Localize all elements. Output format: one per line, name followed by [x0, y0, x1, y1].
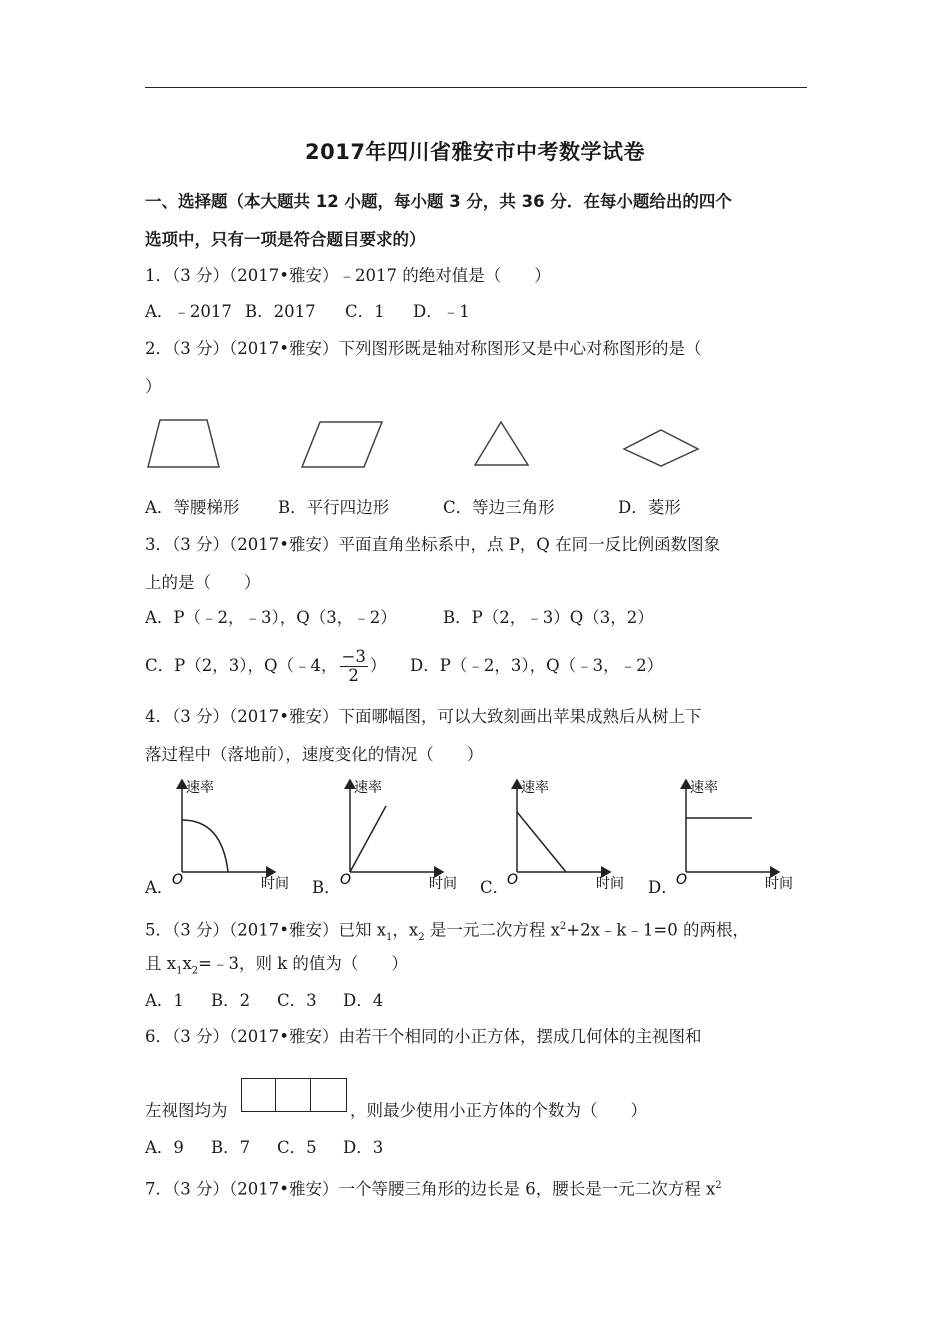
q2-shapes: [140, 415, 720, 480]
question-5-text-cont: [145, 953, 408, 982]
section-heading-line1: 一、选择题（本大题共 12 小题，每小题 3 分，共 36 分．在每小题给出的四个: [145, 192, 732, 211]
q5-l2-text-2: =﹣3，则 k 的值为（ ）: [198, 954, 408, 973]
q3-option-d: D．P（﹣2，3），Q（﹣3，﹣2）: [410, 656, 664, 675]
q3-option-b: B．P（2，﹣3）Q（3，2）: [443, 608, 654, 627]
three-square-view-figure: [241, 1078, 347, 1112]
q5-l2-text-1: 且 x: [145, 954, 177, 973]
graph-c-origin: O: [507, 872, 519, 888]
question-6-text-pre: 左视图均为: [145, 1101, 228, 1120]
graph-d-origin: O: [676, 872, 688, 888]
isosceles-trapezoid-figure: [148, 420, 219, 467]
question-7-text: [145, 1175, 722, 1201]
q5-text-3: 是一元二次方程 x: [424, 920, 560, 940]
graph-a-curve: [182, 820, 228, 872]
graph-d-ylabel: 速率: [690, 780, 718, 796]
q5-l2-sub-1: 1: [176, 965, 183, 977]
graph-a-ylabel: 速率: [186, 780, 214, 796]
q3-option-c-close: ）: [369, 656, 387, 675]
graph-c-ylabel: 速率: [521, 780, 549, 796]
cell-divider: [310, 1079, 311, 1111]
graph-a-origin: O: [172, 872, 184, 888]
q2-option-d: D．菱形: [618, 498, 681, 517]
q5-sup: 2: [559, 921, 567, 932]
q5-sub-1: 1: [386, 931, 393, 943]
question-1-text: 1．（3 分）（2017•雅安）﹣2017 的绝对值是（ ）: [145, 266, 551, 285]
q3-option-c-text: C．P（2，3），Q（﹣4，: [145, 656, 338, 675]
q7-text: 7．（3 分）（2017•雅安）一个等腰三角形的边长是 6，腰长是一元二次方程 x: [145, 1179, 716, 1199]
question-3-text: 3．（3 分）（2017•雅安）平面直角坐标系中，点 P，Q 在同一反比例函数图象: [145, 535, 721, 554]
question-2-text-cont: ）: [145, 377, 162, 396]
graph-c: [507, 779, 624, 892]
graph-a: [172, 779, 289, 892]
q5-option-a: A．1: [145, 991, 184, 1010]
question-6-text: 6．（3 分）（2017•雅安）由若干个相同的小正方体，摆成几何体的主视图和: [145, 1027, 702, 1046]
question-5-text: [145, 916, 749, 949]
q2-option-c: C．等边三角形: [443, 498, 555, 517]
q5-sub-2: 2: [418, 931, 425, 943]
q5-text-4: +2x﹣k﹣1=0 的两根，: [566, 920, 749, 940]
q3-option-a: A．P（﹣2，﹣3），Q（3，﹣2）: [145, 608, 397, 627]
graph-d-xlabel: 时间: [765, 876, 793, 892]
q6-option-d: D．3: [343, 1138, 384, 1157]
section-heading-line2: 选项中，只有一项是符合题目要求的）: [145, 230, 426, 249]
graph-b-line: [350, 806, 386, 872]
q4-option-b: B．: [312, 878, 341, 897]
header-rule: [145, 87, 807, 88]
q2-option-b: B．平行四边形: [278, 498, 390, 517]
q5-l2-sub-2: 2: [191, 965, 199, 977]
q1-option-c: C．1: [345, 302, 385, 321]
graph-b-ylabel: 速率: [354, 780, 382, 796]
rhombus-figure: [624, 430, 698, 466]
fraction-numerator: −3: [341, 647, 366, 666]
graph-b: [340, 779, 457, 892]
graph-c-line: [517, 812, 566, 872]
q6-option-b: B．7: [211, 1138, 251, 1157]
q6-option-a: A．9: [145, 1138, 184, 1157]
question-4-text: 4．（3 分）（2017•雅安）下面哪幅图，可以大致刻画出苹果成熟后从树上下: [145, 707, 702, 726]
q1-option-d: D．﹣1: [413, 302, 470, 321]
q1-option-b: B．2017: [245, 302, 316, 321]
graph-b-xlabel: 时间: [429, 876, 457, 892]
graph-b-origin: O: [340, 872, 352, 888]
q5-option-c: C．3: [277, 991, 317, 1010]
q4-graphs: [140, 772, 810, 900]
q5-option-b: B．2: [211, 991, 251, 1010]
q2-option-a: A．等腰梯形: [145, 498, 240, 517]
equilateral-triangle-figure: [475, 422, 528, 465]
q4-option-c: C．: [480, 878, 510, 897]
q7-sup: 2: [715, 1180, 722, 1191]
graph-a-xlabel: 时间: [261, 876, 289, 892]
q6-option-c: C．5: [277, 1138, 317, 1157]
question-4-text-cont: 落过程中（落地前），速度变化的情况（ ）: [145, 745, 484, 764]
question-6-text-post: ，则最少使用小正方体的个数为（ ）: [350, 1101, 647, 1120]
question-2-text: 2．（3 分）（2017•雅安）下列图形既是轴对称图形又是中心对称图形的是（: [145, 339, 702, 358]
q3-option-c: [145, 646, 386, 686]
q4-option-a: A．: [145, 878, 174, 897]
page-title: 2017年四川省雅安市中考数学试卷: [305, 140, 645, 164]
q5-l2-x: x: [182, 954, 192, 973]
question-3-text-cont: 上的是（ ）: [145, 573, 261, 592]
parallelogram-figure: [302, 422, 382, 467]
graph-d: [676, 779, 793, 892]
q5-option-d: D．4: [343, 991, 384, 1010]
graph-c-xlabel: 时间: [596, 876, 624, 892]
cell-divider: [275, 1079, 276, 1111]
q5-text-1: 5．（3 分）（2017•雅安）已知 x: [145, 920, 387, 940]
q5-text-2: ，x: [392, 920, 419, 940]
q3-fraction: [340, 648, 368, 685]
q4-option-d: D．: [648, 878, 678, 897]
fraction-denominator: 2: [348, 666, 359, 685]
q1-option-a: A．﹣2017: [145, 302, 232, 321]
